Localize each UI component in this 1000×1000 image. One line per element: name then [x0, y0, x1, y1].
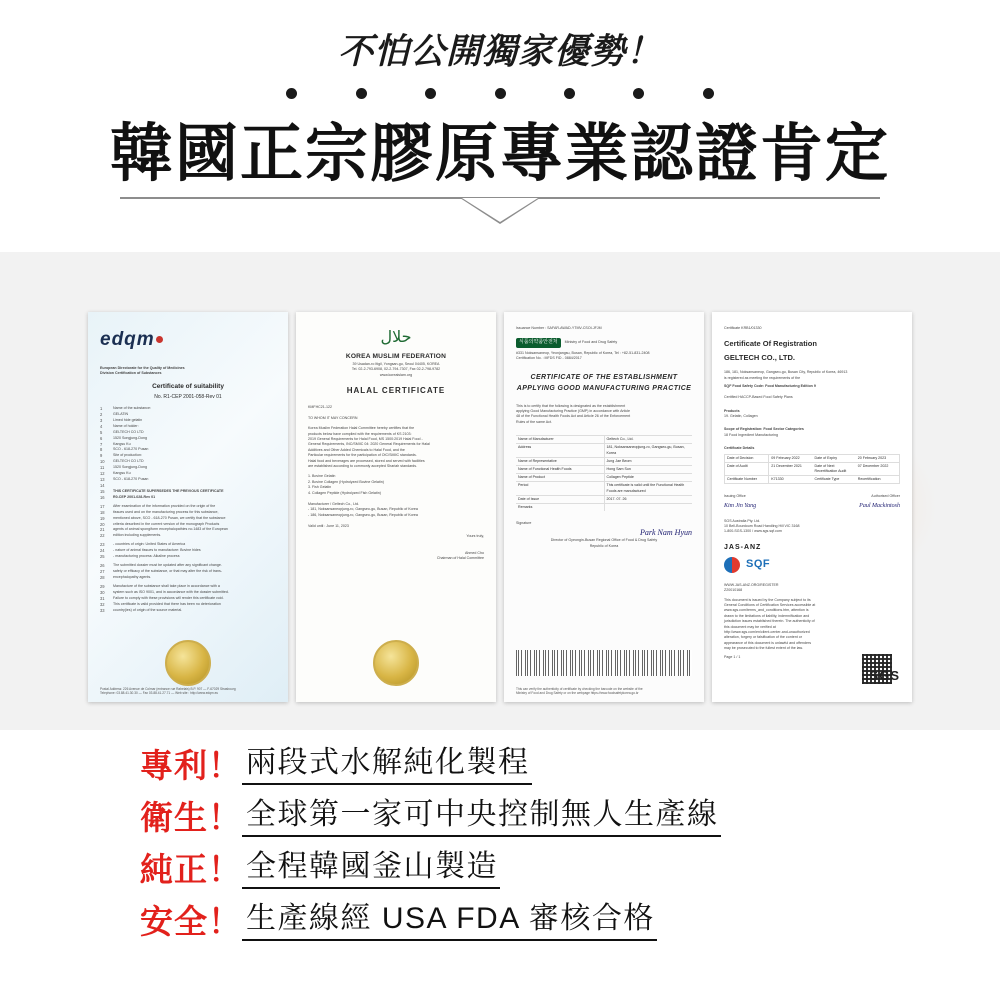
jasanz-logo-icon: JAS-ANZ	[724, 543, 762, 551]
accreditation-mark-icon	[724, 557, 740, 573]
sgs-logo-icon: SGS	[869, 668, 900, 684]
edqm-field: SCO - 618-270 Pusan	[113, 447, 149, 452]
sqf-detail-key2: Certificate Type	[814, 477, 840, 482]
header	[0, 0, 1000, 252]
kfda-signature: Park Nam Hyun	[640, 527, 692, 537]
halal-product-item: 4. Collagen Peptide (Hydrolyzed Fish Gelatin)	[308, 490, 381, 495]
dot-icon	[286, 88, 297, 99]
certificate-edqm[interactable]: edqm European Directorate for the Quality of Medicines Division Certification of Substances Certificate of suitability No. R1-CEP 2001-058-Rev 01 1 Name of the substance: 2 GELATIN 3 Limed hide gelatin 4 Name of holder: 5 GELTECH CO LTD 6 1520 Songjung-Dong 7 Kangsu Ku 8 SCO - 618-270 Pusan 9 Site of production: 10 GELTECH CO LTD 11 1520 Songjung-Dong 12 Kangsu Ku 13 SCO - 618-270 Pusan 14 15 THIS CERTIFICATE SUPERSEDES THE PREVIOUS CERTIFICATE 16 R0-CEP 2001-028-Rev 01 17 After examination of the information provided on the origin of the 18 tissues used and on the manufacturing process for this substance, 19 mentioned above, SCO - 618-270 Pusan, we certify that the substance 20 criteria described in the current version of the monograph Products 21 agents of animal spongiform encephalopathies no.1483 of the European 22 edition including supplements. 23 - countries of origin: United States of America 24 - nature of animal tissues to manufacture: Bovine hides 25 - manufacturing process: Alkaline process 26 The submitted dossier must be updated after any significant change. 27 safety or efficacy of the substance, or that may alter the risk of trans- 28 encephalopathy agents. 29 Manufacture of the substance shall take place in accordance with a 30 system such as ISO 9001, and in accordance with the dossier submitted. 31 Failure to comply with these provisions will render this certificate void. 32 This certificate is valid provided that there has been no deterioration 33 country(ies) of origin of the source material. Postal Address: 226 Avenue de Colmar (entrance rue Rabelais) B.P. 907 — F-67029 Strasbourg Telephone: 03.88.41.30.30 — Fax 03.88.41.27.71 — Web site : http://www.edqm.eu	[88, 312, 288, 702]
edqm-field: mentioned above, SCO - 618-270 Pusan, we certify that the substance	[113, 515, 226, 520]
embossed-seal-icon	[165, 640, 211, 686]
edqm-field: Name of the substance:	[113, 406, 151, 410]
kfda-cert-no: Certification No. : MFDS FID - 0884/2017	[516, 356, 582, 361]
halal-org-addr-2: Tel. 02-2-793-6908, 02-2-794-7307, Fax 02-2-798-9782	[351, 367, 441, 372]
arabic-calligraphy-icon: حلال	[380, 329, 412, 346]
halal-body: 2019 General Requirements for Halal Food, MS 1500:2019 Halal Food -	[308, 437, 423, 442]
mfds-logo-icon: 식품의약품안전처	[516, 338, 561, 347]
barcode-icon	[516, 650, 692, 676]
kfda-title-line-2: APPLYING GOOD MANUFACTURING PRACTICE	[516, 384, 692, 392]
certificate-kfda-gmp[interactable]	[504, 312, 704, 702]
edqm-field: edition including supplements.	[113, 533, 162, 538]
edqm-footer	[100, 687, 276, 696]
edqm-field: agents of animal spongiform encephalopathies no.1483 of the European	[113, 527, 228, 532]
sqf-signature-1: Kim Jin Yang	[724, 502, 757, 509]
dot-icon	[633, 88, 644, 99]
edqm-field: The submitted dossier must be updated after any significant change.	[113, 563, 222, 568]
edqm-field: criteria described in the current version of the monograph Products	[113, 521, 220, 526]
edqm-field: country(ies) of origin of the source material.	[113, 607, 183, 612]
kfda-row-value: Collagen Peptide	[606, 475, 634, 480]
dot-icon	[495, 88, 506, 99]
edqm-org-line-1: European Directorate for the Quality of Medicines	[100, 365, 185, 370]
edqm-field: THIS CERTIFICATE SUPERSEDES THE PREVIOUS CERTIFICATE	[113, 488, 224, 493]
feature-key: 衛生！	[140, 799, 242, 837]
kfda-body: This is to certify that the following is designated as the establishment	[516, 403, 626, 408]
feature-list	[0, 745, 1000, 953]
edqm-field: GELTECH CO LTD	[113, 459, 144, 464]
certificate-gallery	[88, 312, 912, 702]
edqm-field: Failure to comply with these provisions will render this certificate void.	[113, 595, 224, 600]
edqm-logo: edqm	[100, 326, 276, 354]
sqf-logo-icon: SQF	[746, 557, 771, 570]
edqm-field: - nature of animal tissues to manufacture: Bovine hides	[113, 548, 201, 553]
feature-value: 生產線經 USA FDA 審核合格	[242, 901, 657, 941]
halal-product-item: 1. Bovine Gelatin	[308, 474, 336, 479]
kfda-row-value: 2017. 07. 26	[606, 496, 627, 501]
halal-header	[308, 326, 484, 378]
sqf-page-label: Page 1 / 1	[724, 654, 741, 659]
sqf-detail-key: Certificate Number	[725, 476, 769, 483]
sqf-legal-text: This document is issued by the Company subject to its General Conditions of Certification Services accessible at www.sgs.com/terms_and_conditions.htm, attention is drawn to the limitations of liability, indemnification and jurisdiction issues established therein. The authenticity of this document may be verified at http://www.sgs.com/en/client-center-and-unauthorized alteration, forgery or falsification of the content or appearance of this document is unlawful and offenders may be prosecuted to the fullest extent of the law.	[724, 597, 816, 651]
chevron-down-icon-inner	[462, 198, 538, 222]
kfda-address: #331 Noksansaneop, Yeonjangsu, Busan, Republic of Korea, Tel : +82-51-831-2408	[516, 350, 650, 355]
logo-dot-icon	[156, 336, 163, 343]
feature-key: 安全！	[140, 903, 242, 941]
sqf-cert-no: Certificate KRB1/01330	[724, 326, 762, 330]
sqf-details-label: Certificate Details	[724, 446, 755, 451]
edqm-field: Limed hide gelatin	[113, 417, 143, 422]
sqf-office-addr-3: 1-800-SGS-1300 / www.sgs.sqf.com	[724, 529, 782, 534]
edqm-field: After examination of the information provided on the origin of the	[113, 503, 216, 508]
edqm-field: Kangsu Ku	[113, 441, 131, 446]
sqf-doc-code-1: WWW.JAS-ANZ.ORG/REGISTER	[724, 582, 779, 587]
sqf-detail-key2: Date of Next Recertification Audit	[814, 463, 847, 474]
edqm-field: Kangsu Ku	[113, 471, 131, 476]
dot-icon	[564, 88, 575, 99]
kfda-row-label: Name of Representative	[516, 458, 605, 465]
kfda-row-label: Date of Issue	[516, 496, 605, 503]
kfda-row-value	[605, 504, 693, 511]
edqm-field: SCO - 618-270 Pusan	[113, 477, 149, 482]
kfda-disclaimer	[516, 687, 692, 696]
halal-body: Korea Muslim Federation Halal Committee hereby certifies that the	[308, 426, 415, 431]
edqm-field: system such as ISO 9001, and in accordance with the dossier submitted.	[113, 589, 229, 594]
kfda-row-label: Period	[516, 482, 605, 494]
sqf-standard: SQF Food Safety Code: Food Manufacturing Edition 9	[724, 383, 816, 388]
kfda-row-label: Remarks	[516, 504, 605, 511]
halal-signer-role-2: Chairman of Halal Committee	[436, 556, 484, 561]
kfda-signer-role-1: Director of Gyeongin-Busan Regional Office of Food & Drug Safety	[550, 538, 658, 543]
kfda-org-en: Ministry of Food and Drug Safety	[564, 340, 618, 345]
kfda-row-value: This certificate is valid until the Functional Health Foods are manufactured	[606, 483, 685, 493]
kfda-body: Rules of the same Act.	[516, 419, 552, 424]
edqm-field: R0-CEP 2001-028-Rev 01	[113, 494, 156, 499]
sqf-office-addr-1: SGS Australia Pty. Ltd.	[724, 518, 761, 523]
halal-title: HALAL CERTIFICATE	[346, 385, 446, 395]
edqm-field: tissues used and on the manufacturing process for this substance,	[113, 509, 219, 514]
feature-value: 兩段式水解純化製程	[242, 745, 532, 785]
halal-to-whom: TO WHOM IT MAY CONCERN	[308, 415, 358, 420]
sqf-product-item: 19. Gelatin, Collagen	[724, 414, 758, 419]
kfda-row-value: Hong Sam Sun	[606, 467, 631, 472]
sqf-scope-value: 18 Food Ingredient Manufacturing	[724, 432, 778, 437]
kfda-title-line-1: CERTIFICATE OF THE ESTABLISHMENT	[530, 374, 678, 382]
edqm-field: Site of production:	[113, 453, 142, 458]
halal-valid-until: Valid until : June 11, 2023	[308, 524, 349, 529]
sqf-detail-value: K71330	[771, 477, 784, 482]
halal-org-web: www.koreaislam.org	[379, 372, 413, 377]
kfda-disclaimer-2: Ministry of Food and Drug Safety or on the webpage https://www.foodsafetykorea.go.kr	[516, 691, 639, 696]
edqm-field: - countries of origin: United States of America	[113, 542, 186, 547]
edqm-field: Manufacture of the substance shall take place in accordance with a	[113, 583, 220, 588]
kfda-row-value: Geltech Co., Ltd.	[606, 437, 634, 442]
dot-icon	[703, 88, 714, 99]
kfda-signer-role-2: Republic of Korea	[589, 543, 619, 548]
halal-manufacturer-label: Manufacturer / Geltech Co., Ltd.	[308, 501, 360, 506]
kfda-row-label: Name of Functional Health Foods	[516, 466, 605, 473]
kfda-body: 48 of the Functional Health Foods Act and Article 26 of the Enforcement	[516, 414, 631, 419]
feature-key: 純正！	[140, 851, 242, 889]
feature-item	[0, 849, 1000, 889]
feature-item	[0, 901, 1000, 941]
sqf-detail-value2: 07 December 2022	[857, 463, 889, 468]
kfda-row-label: Address	[516, 444, 605, 456]
halal-signer-role-1: Yours truly,	[466, 533, 484, 538]
halal-manufacturer-addr-1: - 181, Noksansaneopjung-ro, Gangseo-gu, Busan, Republic of Korea	[308, 507, 418, 512]
gold-seal-icon	[373, 640, 419, 686]
halal-ref-no: KMFHC21-122	[308, 404, 332, 409]
edqm-field: 1520 Songjung-Dong	[113, 435, 147, 440]
sqf-authorised-label: Authorised Officer	[871, 494, 900, 499]
feature-item	[0, 745, 1000, 785]
sqf-signature-2: Paul Mackintosh	[859, 502, 900, 509]
edqm-footer-line-1: Postal Address: 226 Avenue de Colmar (entrance rue Rabelais) B.P. 907 — F-67029 Strasbourg	[100, 686, 236, 691]
edqm-footer-line-2: Telephone: 03.88.41.30.30 — Fax 03.88.41.27.71 — Web site : http://www.edqm.eu	[100, 691, 219, 696]
sqf-issuing-office-label: Issuing Office	[724, 494, 746, 499]
sqf-doc-code-2: Z20010168	[724, 588, 743, 593]
headline-primary: 不怕公開獨家優勢！	[337, 32, 662, 71]
sqf-title: Certificate Of Registration	[724, 339, 817, 349]
sqf-detail-key2: Date of Expiry	[814, 455, 838, 460]
halal-body: Particular requirements for the participation of OIC/SMIIC standards.	[308, 453, 417, 458]
kfda-row-label: Name of Manufacturer	[516, 436, 605, 443]
kfda-signer-label: Signature	[516, 521, 532, 526]
sqf-detail-value: 09 February 2022	[771, 455, 800, 460]
feature-item	[0, 797, 1000, 837]
edqm-field: 1520 Songjung-Dong	[113, 465, 147, 470]
sqf-detail-key: Date of Audit	[725, 463, 769, 475]
certificate-sqf-sgs[interactable]	[712, 312, 912, 702]
sqf-haccp-line: Certified HACCP-Based Food Safety Plans	[724, 395, 793, 400]
halal-product-item: 2. Bovine Collagen (Hydrolyzed Bovine Gelatin)	[308, 479, 384, 484]
sqf-registered-line: is registered as meeting the requirements of the	[724, 375, 801, 380]
halal-manufacturer-addr-2: - 186, Noksansaneopjung-ro, Gangseo-gu, Busan, Republic of Korea	[308, 512, 418, 517]
edqm-field: - manufacturing process: Alkaline process	[113, 554, 180, 559]
sqf-address: 186, 181, Noksansaneop, Gangseo-gu, Busan City, Republic of Korea, 46913	[724, 370, 848, 375]
kfda-issuance-number: Issuance Number : SAFAR-AWAD-YTMV-CSOI-JFJM	[516, 326, 602, 330]
edqm-title: Certificate of suitability	[152, 383, 224, 391]
sqf-detail-value2: Recertification	[857, 477, 881, 482]
halal-body: are established according to commonly accepted Shariah standards.	[308, 464, 418, 469]
edqm-field: GELTECH CO LTD	[113, 429, 144, 434]
sqf-scope-label: Scope of Registration: Food Sector Categories	[724, 427, 804, 432]
edqm-subtitle: No. R1-CEP 2001-058-Rev 01	[154, 393, 222, 400]
dot-icon	[425, 88, 436, 99]
kfda-row-value: Jung Jae Beom	[606, 458, 632, 463]
edqm-field: safety or efficacy of the substance, or that may alter the risk of trans-	[113, 568, 222, 573]
feature-value: 全球第一家可中央控制無人生產線	[242, 797, 721, 837]
halal-body: Halal food and beverages are processed, stored and served with facilities	[308, 458, 425, 463]
edqm-field: This certificate is valid provided that there has been no deterioration	[113, 601, 221, 606]
dot-icon	[356, 88, 367, 99]
sqf-office-addr-2: 10 Bell-Bourdoum Road Handling Hill VIC 3168	[724, 523, 800, 528]
headline-secondary: 韓國正宗膠原專業認證肯定	[110, 119, 890, 189]
edqm-org-line-2: Division Certification of Substances	[100, 370, 162, 375]
dot-separator	[0, 86, 1000, 104]
kfda-disclaimer-1: This can verify the authenticity of certificate by checking the barcode on the website of the	[516, 686, 643, 691]
feature-key: 專利！	[140, 747, 242, 785]
sqf-detail-value2: 20 February 2023	[857, 455, 887, 460]
edqm-field: Name of holder:	[113, 423, 139, 428]
halal-body: General Requirements, INC/SMIIC 04: 2020 General Requirements for Halal	[308, 442, 430, 447]
halal-product-item: 3. Fish Gelatin	[308, 485, 332, 490]
halal-body: Additives and Other Added Chemicals to Halal Food, and the	[308, 447, 405, 452]
halal-org-name: KOREA MUSLIM FEDERATION	[345, 353, 447, 361]
sqf-products-label: Products	[724, 408, 740, 413]
edqm-field: encephalopathy agents.	[113, 574, 152, 579]
halal-body: products below have complied with the requirements of KS 2103:	[308, 431, 412, 436]
halal-org-addr-1: 39 Usadan-ro Itigil, Yongsan-gu, Seoul 04405, KOREA	[352, 361, 440, 366]
kfda-row-label: Name of Product	[516, 474, 605, 481]
halal-signer-name: Ahmed Cho	[465, 550, 484, 555]
sqf-detail-key: Date of Decision	[725, 455, 769, 462]
feature-value: 全程韓國釜山製造	[242, 849, 500, 889]
certificate-band	[0, 252, 1000, 730]
kfda-body: applying Good Manufacturing Practice (GMP) in accordance with Article	[516, 409, 631, 414]
sqf-detail-value: 21 December 2021	[771, 463, 802, 468]
edqm-field: GELATIN	[113, 411, 129, 416]
certificate-halal[interactable]	[296, 312, 496, 702]
kfda-row-value: 181, Noksansaneopjung-ro, Gangseo-gu, Busan, Korea	[606, 445, 685, 455]
sqf-company: GELTECH CO., LTD.	[724, 353, 795, 363]
